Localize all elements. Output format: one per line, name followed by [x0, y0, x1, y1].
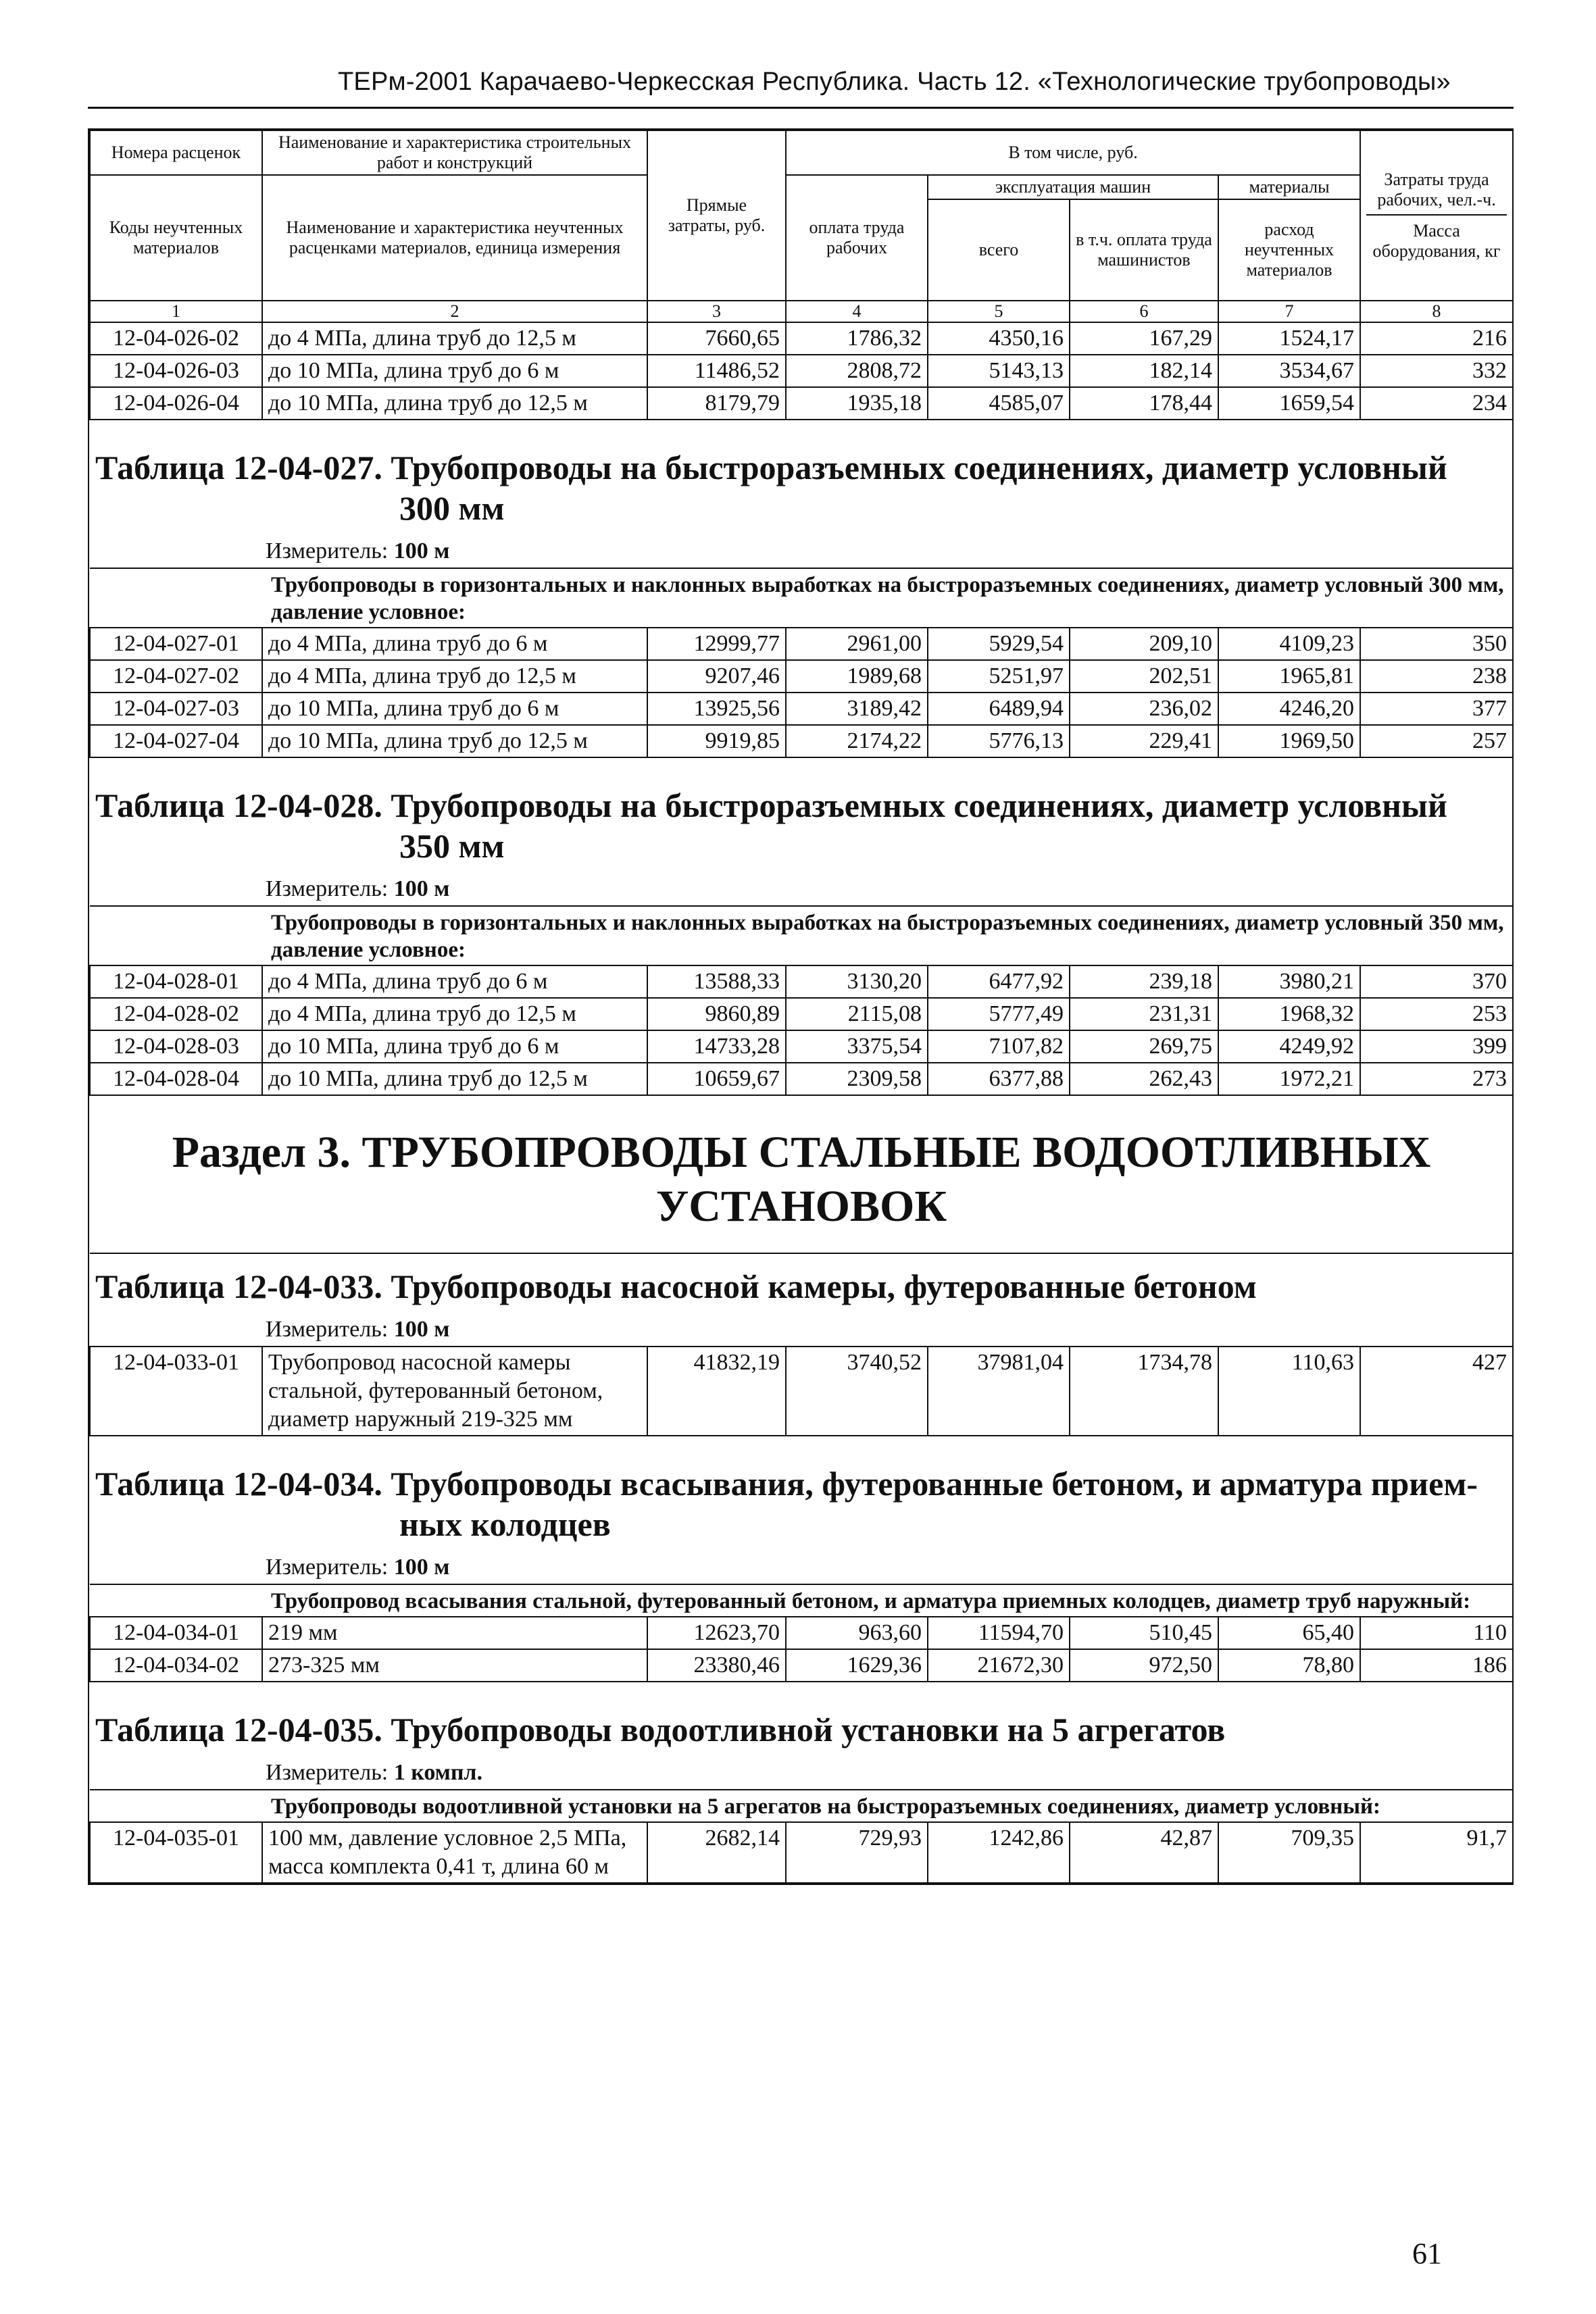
labor-pay: 2808,72	[786, 355, 928, 387]
table-row	[90, 1063, 1513, 1095]
machines-total: 6489,94	[928, 693, 1070, 725]
machines-total: 5143,13	[928, 355, 1070, 387]
measure-unit	[90, 1546, 1513, 1584]
direct-costs: 12623,70	[647, 1617, 786, 1649]
materials: 4109,23	[1218, 628, 1360, 660]
labor-hours: 234	[1360, 387, 1513, 420]
machine-operators: 167,29	[1070, 322, 1218, 355]
materials: 110,63	[1218, 1347, 1360, 1436]
machine-operators-header: в т.ч. оплата труда машинистов	[1070, 199, 1218, 301]
column-number: 5	[928, 301, 1070, 322]
direct-costs: 9207,46	[647, 660, 786, 693]
direct-costs: 8179,79	[647, 387, 786, 420]
machines-total: 6477,92	[928, 965, 1070, 998]
column-number-row	[90, 301, 1513, 322]
labor-pay: 1935,18	[786, 387, 928, 420]
work-name: 273-325 мм	[262, 1649, 647, 1682]
labor-pay: 2309,58	[786, 1063, 928, 1095]
measure-value: 100 м	[393, 538, 450, 563]
labor-hours: 186	[1360, 1649, 1513, 1682]
machines-total: 37981,04	[928, 1347, 1070, 1436]
block-table-12-04-026	[90, 322, 1513, 420]
machines-total: 1242,86	[928, 1822, 1070, 1883]
table-row	[90, 725, 1513, 757]
column-number: 6	[1070, 301, 1218, 322]
work-name: до 4 МПа, длина труб до 12,5 м	[262, 998, 647, 1030]
labor-hours: 216	[1360, 322, 1513, 355]
materials: 1969,50	[1218, 725, 1360, 757]
materials-header: материалы	[1218, 175, 1360, 199]
table-title	[90, 1253, 1513, 1308]
labor-pay: 3189,42	[786, 693, 928, 725]
rate-code: 12-04-028-03	[90, 1030, 262, 1063]
work-name: до 4 МПа, длина труб до 6 м	[262, 628, 647, 660]
work-name: до 4 МПа, длина труб до 12,5 м	[262, 660, 647, 693]
labor-hours: 332	[1360, 355, 1513, 387]
measure-label: Измеритель:	[266, 876, 389, 901]
work-name: 219 мм	[262, 1617, 647, 1649]
rate-code: 12-04-035-01	[90, 1822, 262, 1883]
machines-total: 5777,49	[928, 998, 1070, 1030]
block-table-12-04-034	[90, 1436, 1513, 1682]
machine-operators: 202,51	[1070, 660, 1218, 693]
table-title	[90, 420, 1513, 530]
labor-pay: 1989,68	[786, 660, 928, 693]
materials: 4249,92	[1218, 1030, 1360, 1063]
equipment-mass-header-text: Масса оборудования, кг	[1372, 221, 1501, 261]
column-number: 2	[262, 301, 647, 322]
running-header: ТЕРм-2001 Карачаево-Черкесская Республика. Часть 12. «Технологические трубопроводы»	[338, 68, 1451, 96]
column-number: 7	[1218, 301, 1360, 322]
table-row	[90, 1822, 1513, 1883]
page-number: 61	[1412, 2237, 1442, 2270]
machine-operators: 239,18	[1070, 965, 1218, 998]
table-title	[90, 757, 1513, 867]
materials: 1968,32	[1218, 998, 1360, 1030]
machine-operators: 510,45	[1070, 1617, 1218, 1649]
rate-code: 12-04-027-03	[90, 693, 262, 725]
rate-code: 12-04-028-02	[90, 998, 262, 1030]
direct-costs: 41832,19	[647, 1347, 786, 1436]
measure-value: 100 м	[393, 1555, 450, 1580]
machines-total: 11594,70	[928, 1617, 1070, 1649]
direct-costs: 13588,33	[647, 965, 786, 998]
materials: 3534,67	[1218, 355, 1360, 387]
rate-code: 12-04-028-04	[90, 1063, 262, 1095]
labor-pay: 2174,22	[786, 725, 928, 757]
labor-hours: 91,7	[1360, 1822, 1513, 1883]
price-table-sheet	[88, 128, 1514, 1885]
block-table-12-04-027	[90, 420, 1513, 757]
including-header: В том числе, руб.	[786, 130, 1360, 175]
column-number: 4	[786, 301, 928, 322]
col1-header-bottom: Коды неучтенных материалов	[90, 175, 262, 301]
work-name: до 10 МПа, длина труб до 6 м	[262, 355, 647, 387]
table-title-line2: 350 мм	[399, 827, 505, 865]
table-row	[90, 660, 1513, 693]
rate-code: 12-04-028-01	[90, 965, 262, 998]
column-number: 8	[1360, 301, 1513, 322]
materials: 1965,81	[1218, 660, 1360, 693]
table-row	[90, 1030, 1513, 1063]
labor-pay: 3375,54	[786, 1030, 928, 1063]
machine-operators: 236,02	[1070, 693, 1218, 725]
machines-total: 5929,54	[928, 628, 1070, 660]
machine-operators: 209,10	[1070, 628, 1218, 660]
machines-total: 6377,88	[928, 1063, 1070, 1095]
measure-value: 100 м	[393, 1317, 450, 1342]
rate-code: 12-04-034-02	[90, 1649, 262, 1682]
direct-costs-header: Прямые затраты, руб.	[647, 130, 786, 301]
col2-header-bottom: Наименование и характеристика неучтенных расценками материалов, единица измерения	[262, 175, 647, 301]
measure-unit	[90, 1308, 1513, 1347]
materials: 78,80	[1218, 1649, 1360, 1682]
labor-hours: 427	[1360, 1347, 1513, 1436]
labor-pay-header: оплата труда рабочих	[786, 175, 928, 301]
rate-code: 12-04-033-01	[90, 1347, 262, 1436]
materials: 1659,54	[1218, 387, 1360, 420]
measure-value: 100 м	[393, 876, 450, 901]
machine-operators: 972,50	[1070, 1649, 1218, 1682]
labor-cost-header	[1360, 130, 1513, 301]
rate-code: 12-04-027-01	[90, 628, 262, 660]
price-table	[89, 130, 1514, 1884]
section-heading: Раздел 3. ТРУБОПРОВОДЫ СТАЛЬНЫЕ ВОДООТЛИВНЫХ УСТАНОВОК	[90, 1095, 1513, 1253]
labor-pay: 1629,36	[786, 1649, 928, 1682]
materials: 3980,21	[1218, 965, 1360, 998]
work-name: до 4 МПа, длина труб до 6 м	[262, 965, 647, 998]
table-row	[90, 355, 1513, 387]
work-name: до 10 МПа, длина труб до 6 м	[262, 1030, 647, 1063]
measure-label: Измеритель:	[266, 1555, 389, 1580]
machines-header: эксплуатация машин	[928, 175, 1218, 199]
work-name: до 10 МПа, длина труб до 6 м	[262, 693, 647, 725]
rate-code: 12-04-026-03	[90, 355, 262, 387]
table-title-line1: Таблица 12-04-034. Трубопроводы всасывания, футерованные бетоном, и арматура прием-	[95, 1465, 1478, 1503]
materials-use-header: расход неучтенных материалов	[1218, 199, 1360, 301]
direct-costs: 2682,14	[647, 1822, 786, 1883]
direct-costs: 9919,85	[647, 725, 786, 757]
work-name: Трубопровод насосной камеры стальной, футерованный бетоном, диаметр наружный 219-325 мм	[262, 1347, 647, 1436]
table-row	[90, 387, 1513, 420]
work-name: до 4 МПа, длина труб до 12,5 м	[262, 322, 647, 355]
table-title-line1: Таблица 12-04-028. Трубопроводы на быстроразъемных соединениях, диаметр условный	[95, 786, 1447, 824]
labor-pay: 963,60	[786, 1617, 928, 1649]
table-row	[90, 965, 1513, 998]
header-rule	[88, 107, 1514, 109]
table-row	[90, 693, 1513, 725]
labor-hours: 350	[1360, 628, 1513, 660]
table-row	[90, 322, 1513, 355]
table-title-line1: Таблица 12-04-027. Трубопроводы на быстроразъемных соединениях, диаметр условный	[95, 449, 1447, 486]
labor-pay: 3130,20	[786, 965, 928, 998]
labor-hours: 399	[1360, 1030, 1513, 1063]
machines-total: 7107,82	[928, 1030, 1070, 1063]
machine-operators: 231,31	[1070, 998, 1218, 1030]
measure-unit	[90, 530, 1513, 568]
group-heading: Трубопроводы в горизонтальных и наклонных выработках на быстроразъемных соединениях, диаметр условный 350 мм, давление условное:	[90, 906, 1513, 965]
work-name: до 10 МПа, длина труб до 12,5 м	[262, 1063, 647, 1095]
direct-costs: 11486,52	[647, 355, 786, 387]
block-table-12-04-033	[90, 1095, 1513, 1436]
machine-operators: 42,87	[1070, 1822, 1218, 1883]
materials: 65,40	[1218, 1617, 1360, 1649]
group-heading: Трубопровод всасывания стальной, футерованный бетоном, и арматура приемных колодцев, диаметр труб наружный:	[90, 1584, 1513, 1617]
machine-operators: 262,43	[1070, 1063, 1218, 1095]
rate-code: 12-04-027-02	[90, 660, 262, 693]
materials: 709,35	[1218, 1822, 1360, 1883]
materials: 1524,17	[1218, 322, 1360, 355]
col1-header-top: Номера расценок	[90, 130, 262, 175]
machines-total: 5776,13	[928, 725, 1070, 757]
labor-hours: 257	[1360, 725, 1513, 757]
machine-operators: 182,14	[1070, 355, 1218, 387]
machine-operators: 229,41	[1070, 725, 1218, 757]
machine-operators: 178,44	[1070, 387, 1218, 420]
labor-pay: 2115,08	[786, 998, 928, 1030]
rate-code: 12-04-026-04	[90, 387, 262, 420]
machines-total: 4350,16	[928, 322, 1070, 355]
table-title-line1: Таблица 12-04-035. Трубопроводы водоотливной установки на 5 агрегатов	[95, 1711, 1226, 1749]
direct-costs: 23380,46	[647, 1649, 786, 1682]
machines-total-header: всего	[928, 199, 1070, 301]
work-name: до 10 МПа, длина труб до 12,5 м	[262, 725, 647, 757]
labor-hours: 110	[1360, 1617, 1513, 1649]
measure-label: Измеритель:	[266, 1760, 389, 1785]
table-title	[90, 1436, 1513, 1546]
machine-operators: 269,75	[1070, 1030, 1218, 1063]
column-number: 1	[90, 301, 262, 322]
direct-costs: 9860,89	[647, 998, 786, 1030]
direct-costs: 7660,65	[647, 322, 786, 355]
measure-label: Измеритель:	[266, 538, 389, 563]
labor-pay: 1786,32	[786, 322, 928, 355]
labor-hours: 238	[1360, 660, 1513, 693]
labor-cost-header-text: Затраты труда рабочих, чел.-ч.	[1366, 170, 1507, 216]
measure-unit	[90, 867, 1513, 906]
labor-hours: 377	[1360, 693, 1513, 725]
column-number: 3	[647, 301, 786, 322]
machines-total: 21672,30	[928, 1649, 1070, 1682]
labor-hours: 273	[1360, 1063, 1513, 1095]
block-table-12-04-035	[90, 1682, 1513, 1883]
rate-code: 12-04-026-02	[90, 322, 262, 355]
table-row	[90, 1617, 1513, 1649]
materials: 4246,20	[1218, 693, 1360, 725]
rate-code: 12-04-034-01	[90, 1617, 262, 1649]
direct-costs: 12999,77	[647, 628, 786, 660]
direct-costs: 10659,67	[647, 1063, 786, 1095]
measure-value: 1 компл.	[393, 1760, 483, 1785]
group-heading: Трубопроводы водоотливной установки на 5 агрегатов на быстроразъемных соединениях, диаметр условный:	[90, 1790, 1513, 1822]
materials: 1972,21	[1218, 1063, 1360, 1095]
work-name: 100 мм, давление условное 2,5 МПа, масса комплекта 0,41 т, длина 60 м	[262, 1822, 647, 1883]
block-table-12-04-028	[90, 757, 1513, 1095]
table-title-line2: 300 мм	[399, 489, 505, 527]
rate-code: 12-04-027-04	[90, 725, 262, 757]
labor-pay: 729,93	[786, 1822, 928, 1883]
col2-header-top: Наименование и характеристика строительных работ и конструкций	[262, 130, 647, 175]
labor-pay: 2961,00	[786, 628, 928, 660]
machines-total: 4585,07	[928, 387, 1070, 420]
table-row	[90, 1649, 1513, 1682]
measure-label: Измеритель:	[266, 1317, 389, 1342]
table-title-line2: ных колодцев	[399, 1505, 611, 1543]
table-row	[90, 628, 1513, 660]
table-row	[90, 998, 1513, 1030]
direct-costs: 13925,56	[647, 693, 786, 725]
direct-costs: 14733,28	[647, 1030, 786, 1063]
machines-total: 5251,97	[928, 660, 1070, 693]
table-title	[90, 1682, 1513, 1751]
labor-hours: 253	[1360, 998, 1513, 1030]
group-heading: Трубопроводы в горизонтальных и наклонных выработках на быстроразъемных соединениях, диаметр условный 300 мм, давление условное:	[90, 568, 1513, 628]
table-row	[90, 1347, 1513, 1436]
measure-unit	[90, 1751, 1513, 1790]
labor-pay: 3740,52	[786, 1347, 928, 1436]
work-name: до 10 МПа, длина труб до 12,5 м	[262, 387, 647, 420]
labor-hours: 370	[1360, 965, 1513, 998]
table-title-line1: Таблица 12-04-033. Трубопроводы насосной камеры, футерованные бетоном	[95, 1267, 1257, 1305]
machine-operators: 1734,78	[1070, 1347, 1218, 1436]
